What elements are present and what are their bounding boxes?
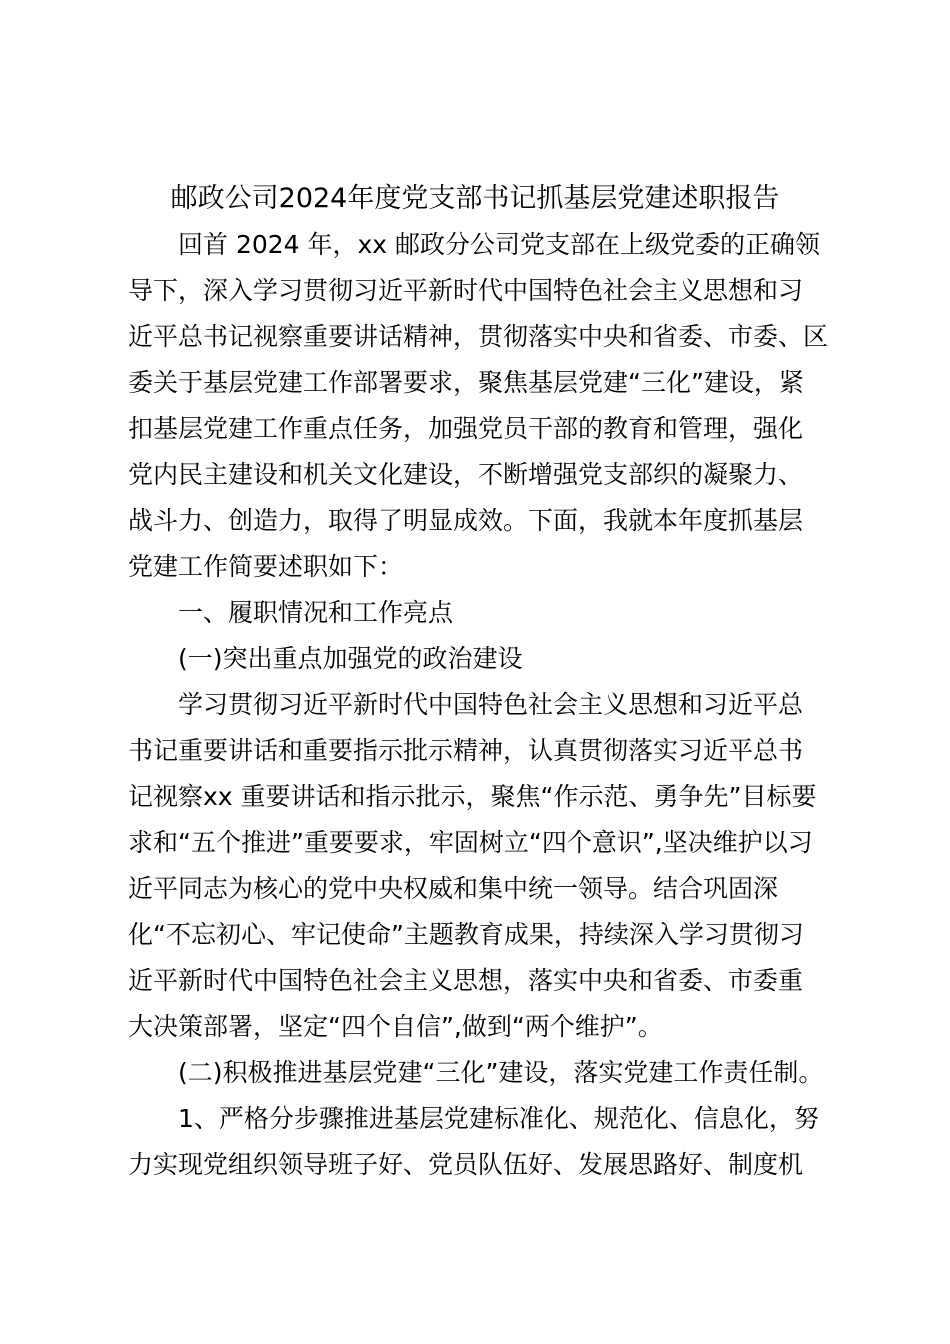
paragraph-line: 1、严格分步骤推进基层党建标准化、规范化、信息化，努 — [178, 1104, 819, 1133]
paragraph-line: 党内民主建设和机关文化建设，不断增强党支部织的凝聚力、 — [128, 460, 804, 489]
paragraph-line: 化“不忘初心、牢记使命”主题教育成果，持续深入学习贯彻习 — [128, 920, 804, 949]
paragraph-line: 委关于基层党建工作部署要求，聚焦基层党建“三化”建设，紧 — [128, 368, 804, 397]
subsection-heading: (一)突出重点加强党的政治建设 — [178, 644, 523, 673]
paragraph-line: 导下，深入学习贯彻习近平新时代中国特色社会主义思想和习 — [128, 276, 804, 305]
paragraph-line: 书记重要讲话和重要指示批示精神，认真贯彻落实习近平总书 — [128, 736, 804, 765]
paragraph-line: 大决策部署，坚定“四个自信”,做到“两个维护”。 — [128, 1012, 663, 1041]
section-heading: 一、履职情况和工作亮点 — [178, 598, 454, 627]
paragraph-line: 战斗力、创造力，取得了明显成效。下面，我就本年度抓基层 — [128, 506, 804, 535]
paragraph-line: 回首 2024 年，xx 邮政分公司党支部在上级党委的正确领 — [178, 230, 821, 259]
subsection-heading: (二)积极推进基层党建“三化”建设，落实党建工作责任制。 — [178, 1058, 824, 1087]
paragraph-line: 扣基层党建工作重点任务，加强党员干部的教育和管理，强化 — [128, 414, 804, 443]
paragraph-line: 求和“五个推进”重要要求，牢固树立“四个意识”,坚决维护以习 — [128, 828, 813, 857]
paragraph-line: 记视察xx 重要讲话和指示批示，聚焦“作示范、勇争先”目标要 — [128, 782, 817, 811]
paragraph-line: 学习贯彻习近平新时代中国特色社会主义思想和习近平总 — [178, 690, 804, 719]
paragraph-line: 党建工作简要述职如下： — [128, 552, 404, 581]
paragraph-line: 近平总书记视察重要讲话精神，贯彻落实中央和省委、市委、区 — [128, 322, 829, 351]
paragraph-line: 近平同志为核心的党中央权威和集中统一领导。结合巩固深 — [128, 874, 779, 903]
paragraph-line: 力实现党组织领导班子好、党员队伍好、发展思路好、制度机 — [128, 1150, 804, 1179]
paragraph-line: 近平新时代中国特色社会主义思想，落实中央和省委、市委重 — [128, 966, 804, 995]
document-title: 邮政公司2024年度党支部书记抓基层党建述职报告 — [170, 183, 780, 214]
